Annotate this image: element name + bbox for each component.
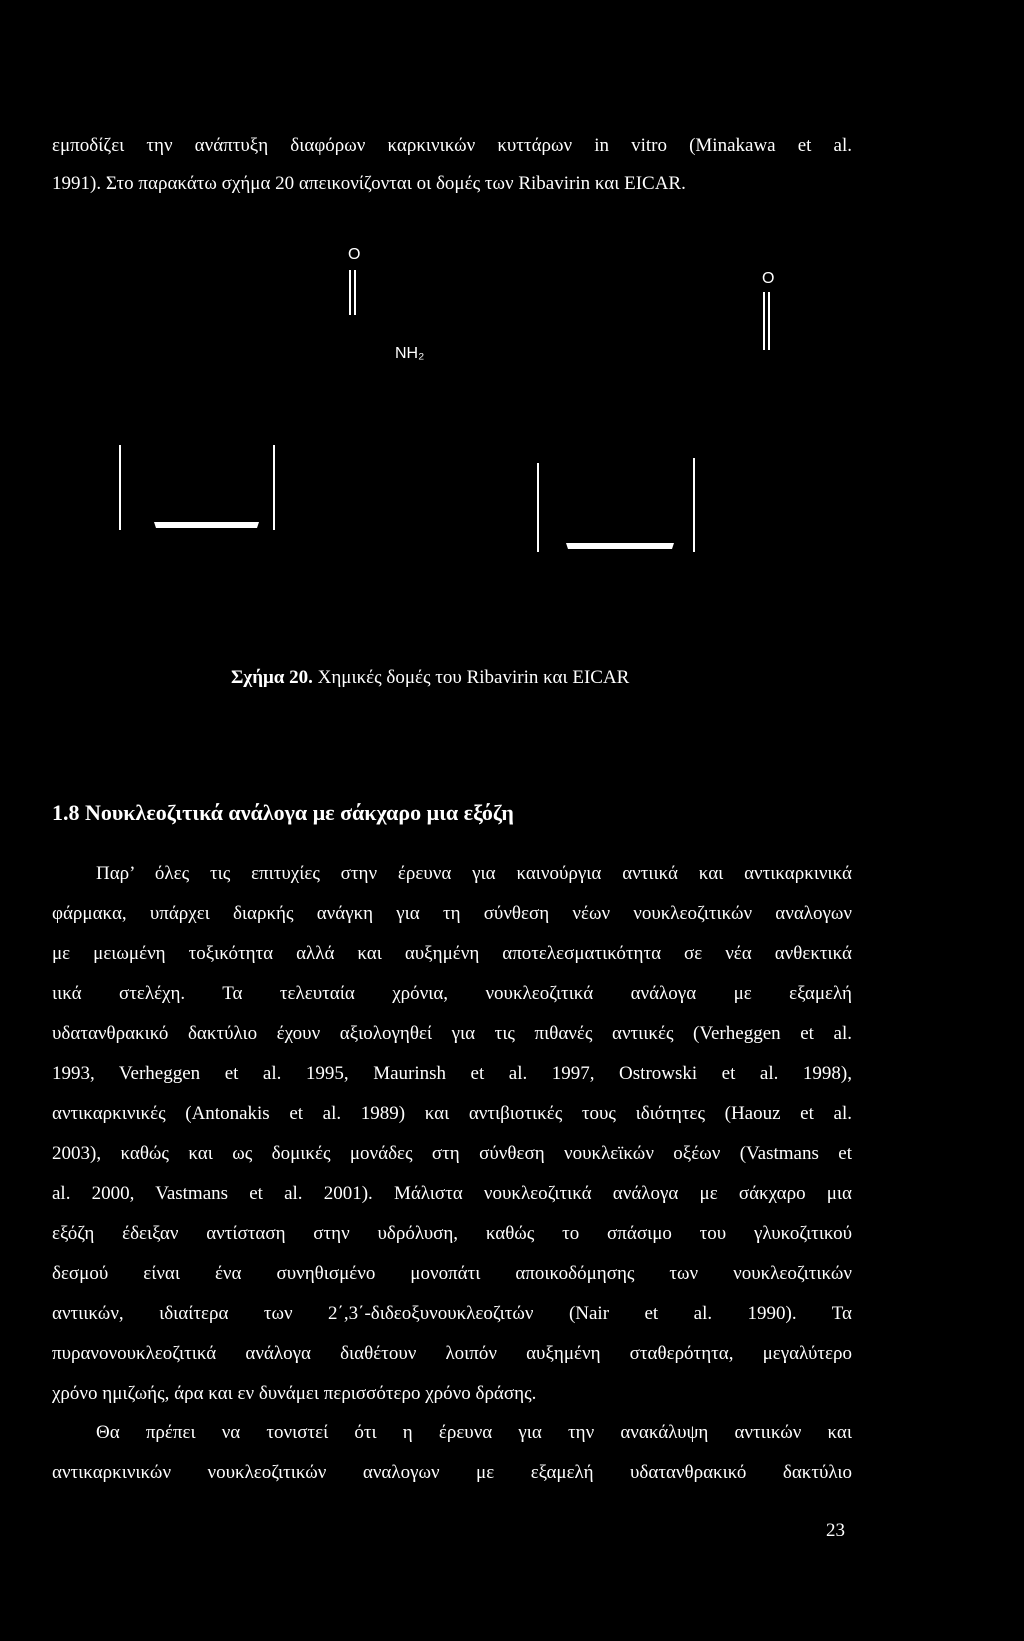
oxygen-label-left: O [348, 246, 361, 263]
p1-line-2: φάρμακα, υπάρχει διαρκής ανάγκη για τη σύνθεση νέων νουκλεοζιτικών αναλογων [52, 903, 852, 924]
section-heading: 1.8 Νουκλεοζιτικά ανάλογα με σάκχαρο μια εξόζη [52, 800, 514, 825]
caption-number: Σχήμα 20. [231, 667, 313, 688]
caption-text: Χημικές δομές του Ribavirin και EICAR [312, 667, 630, 688]
nh2-label: NH₂ [395, 345, 425, 362]
p1-line-6: 1993, Verheggen et al. 1995, Maurinsh et al. 1997, Ostrowski et al. 1998), [52, 1063, 852, 1084]
p1-line-1: Παρ’ όλες τις επιτυχίες στην έρευνα για καινούργια αντιικά και αντικαρκινικά [96, 863, 852, 884]
figure-caption [231, 667, 629, 689]
p2-line-2: αντικαρκινικών νουκλεοζιτικών αναλογων με εξαμελή υδατανθρακικό δακτύλιο [52, 1462, 852, 1483]
p1-line-8: 2003), καθώς και ως δομικές μονάδες στη σύνθεση νουκλεϊκών οξέων (Vastmans et [52, 1143, 852, 1164]
p1-line-7: αντικαρκινικές (Antonakis et al. 1989) και αντιβιοτικές τους ιδιότητες (Haouz et al. [52, 1103, 852, 1124]
intro-line-2: 1991). Στο παρακάτω σχήμα 20 απεικονίζονται οι δομές των Ribavirin και EICAR. [52, 173, 686, 194]
wedge-bond-left [154, 522, 259, 528]
p1-line-4: ιικά στελέχη. Τα τελευταία χρόνια, νουκλεοζιτικά ανάλογα με εξαμελή [52, 983, 852, 1004]
page-number: 23 [826, 1520, 845, 1541]
wedge-bond-right [566, 543, 674, 549]
intro-line-1: εμποδίζει την ανάπτυξη διαφόρων καρκινικών κυττάρων in vitro (Minakawa et al. [52, 135, 852, 156]
p1-line-14: χρόνο ημιζωής, άρα και εν δυνάμει περισσότερο χρόνο δράσης. [52, 1383, 537, 1404]
p1-line-11: δεσμού είναι ένα συνηθισμένο μονοπάτι αποικοδόμησης των νουκλεοζιτικών [52, 1263, 852, 1284]
p1-line-9: al. 2000, Vastmans et al. 2001). Μάλιστα νουκλεοζιτικά ανάλογα με σάκχαρο μια [52, 1183, 852, 1204]
oxygen-label-right: O [762, 270, 775, 287]
p1-line-10: εξόζη έδειξαν αντίσταση στην υδρόλυση, καθώς το σπάσιμο του γλυκοζιτικού [52, 1223, 852, 1244]
p1-line-13: πυρανονουκλεοζιτικά ανάλογα διαθέτουν λοιπόν αυξημένη σταθερότητα, μεγαλύτερο [52, 1343, 852, 1364]
p1-line-5: υδατανθρακικό δακτύλιο έχουν αξιολογηθεί για τις πιθανές αντιικές (Verheggen et al. [52, 1023, 852, 1044]
p1-line-12: αντιικών, ιδιαίτερα των 2΄,3΄-διδεοξυνουκλεοζιτών (Nair et al. 1990). Τα [52, 1303, 852, 1324]
p2-line-1: Θα πρέπει να τονιστεί ότι η έρευνα για την ανακάλυψη αντιικών και [96, 1422, 852, 1443]
p1-line-3: με μειωμένη τοξικότητα αλλά και αυξημένη αποτελεσματικότητα σε νέα ανθεκτικά [52, 943, 852, 964]
structure-drawing [0, 0, 1024, 700]
